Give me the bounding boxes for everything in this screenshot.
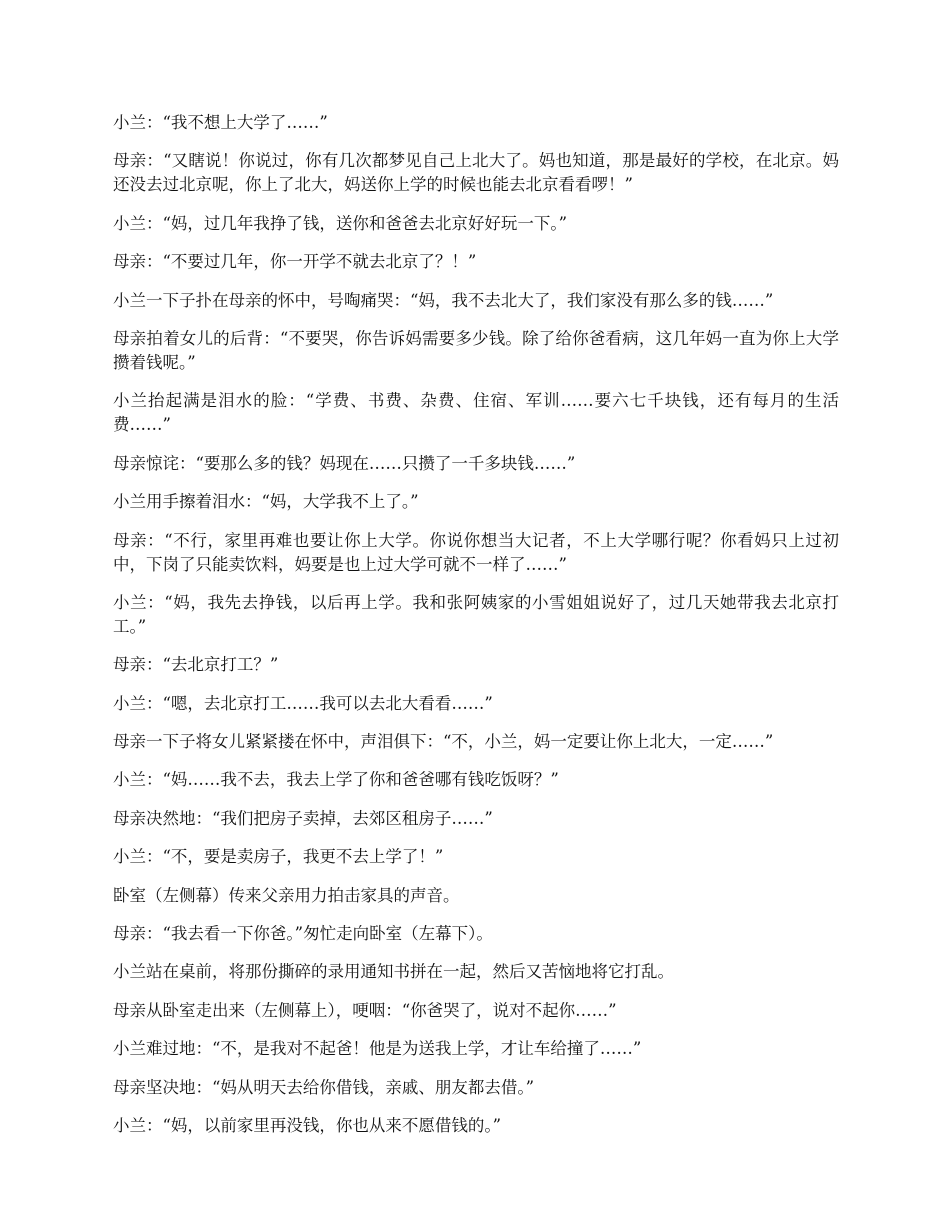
paragraph: 小兰：“妈，我先去挣钱，以后再上学。我和张阿姨家的小雪姐姐说好了，过几天她带我去北京打工。” <box>113 592 839 636</box>
paragraph: 小兰站在桌前，将那份撕碎的录用通知书拼在一起，然后又苦恼地将它打乱。 <box>113 962 674 982</box>
paragraph: 小兰：“妈……我不去，我去上学了你和爸爸哪有钱吃饭呀？” <box>113 770 559 790</box>
paragraph: 母亲从卧室走出来（左侧幕上），哽咽：“你爸哭了，说对不起你……” <box>113 1000 617 1020</box>
paragraph: 母亲坚决地：“妈从明天去给你借钱，亲戚、朋友都去借。” <box>113 1077 535 1097</box>
paragraph: 小兰：“嗯，去北京打工……我可以去北大看看……” <box>113 693 493 713</box>
paragraph: 小兰用手擦着泪水：“妈，大学我不上了。” <box>113 492 419 512</box>
paragraph: 母亲：“去北京打工？” <box>113 655 279 675</box>
paragraph: 母亲：“又瞎说！你说过，你有几次都梦见自己上北大了。妈也知道，那是最好的学校，在北京。妈还没去过北京呢，你上了北大，妈送你上学的时候也能去北京看看啰！” <box>113 151 839 195</box>
paragraph: 小兰抬起满是泪水的脸：“学费、书费、杂费、住宿、军训……要六七千块钱，还有每月的生活费……” <box>113 391 839 435</box>
paragraph: 母亲惊诧：“要那么多的钱？妈现在……只攒了一千多块钱……” <box>113 453 576 473</box>
paragraph: 小兰：“妈，以前家里再没钱，你也从来不愿借钱的。” <box>113 1115 502 1135</box>
paragraph: 小兰：“妈，过几年我挣了钱，送你和爸爸去北京好好玩一下。” <box>113 213 568 233</box>
paragraph: 母亲：“不行，家里再难也要让你上大学。你说你想当大记者，不上大学哪行呢？你看妈只上过初中，下岗了只能卖饮料，妈要是也上过大学可就不一样了……” <box>113 530 839 574</box>
paragraph: 小兰一下子扑在母亲的怀中，号啕痛哭：“妈，我不去北大了，我们家没有那么多的钱……” <box>113 290 774 310</box>
paragraph: 小兰：“不，要是卖房子，我更不去上学了！” <box>113 847 444 867</box>
paragraph: 小兰难过地：“不，是我对不起爸！他是为送我上学，才让车给撞了……” <box>113 1039 642 1059</box>
paragraph: 小兰：“我不想上大学了……” <box>113 113 328 132</box>
paragraph: 母亲拍着女儿的后背：“不要哭，你告诉妈需要多少钱。除了给你爸看病，这几年妈一直为你上大学攒着钱呢。” <box>113 328 839 372</box>
document-page <box>113 111 839 1152</box>
paragraph: 卧室（左侧幕）传来父亲用力拍击家具的声音。 <box>113 885 460 905</box>
paragraph: 母亲决然地：“我们把房子卖掉，去郊区租房子……” <box>113 808 493 828</box>
paragraph: 母亲一下子将女儿紧紧搂在怀中，声泪俱下：“不，小兰，妈一定要让你上北大，一定……” <box>113 732 774 752</box>
paragraph: 母亲：“我去看一下你爸。”匆忙走向卧室（左幕下）。 <box>113 924 493 944</box>
paragraph: 母亲：“不要过几年，你一开学不就去北京了？！” <box>113 252 477 272</box>
